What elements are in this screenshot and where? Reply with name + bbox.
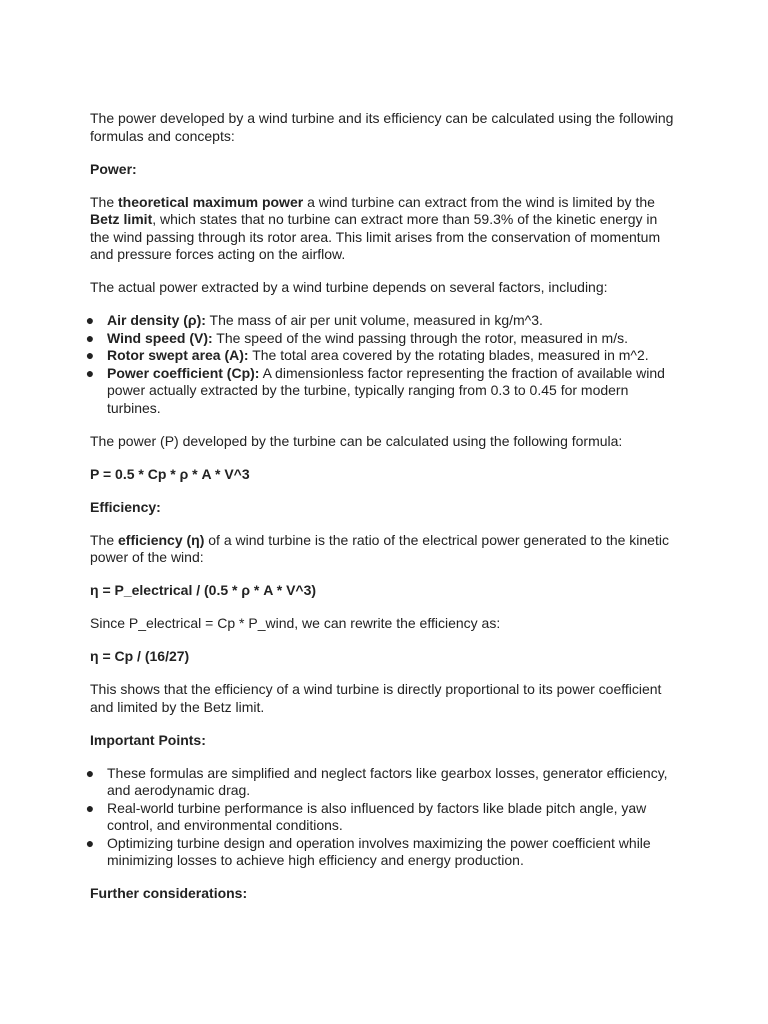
intro-paragraph: The power developed by a wind turbine and its efficiency can be calculated using the following formulas and concepts: — [90, 110, 674, 144]
list-item — [85, 764, 680, 800]
efficiency-definition — [90, 532, 680, 567]
factor-desc: The mass of air per unit volume, measured in kg/m^3. — [205, 312, 543, 328]
factor-term: Air density (ρ): — [107, 312, 206, 328]
further-considerations-heading: Further considerations: — [90, 885, 248, 901]
list-item — [85, 312, 680, 330]
bullet-icon: ● — [85, 329, 95, 346]
factors-intro-paragraph: The actual power extracted by a wind turbine depends on several factors, including: — [90, 279, 608, 295]
theoretical-power-paragraph — [90, 194, 680, 264]
list-item — [85, 329, 680, 348]
power-heading: Power: — [90, 160, 137, 177]
bullet-icon: ● — [85, 312, 95, 328]
theoretical-post: , which states that no turbine can extract more than 59.3% of the kinetic energy in the wind passing through its rotor area. This limit arises from the conservation of momentum and pressure forces acting on the airflow. — [90, 211, 661, 262]
list-item — [85, 364, 680, 418]
important-point-text: Real-world turbine performance is also influenced by factors like blade pitch angle, yaw control, and environmental conditions. — [107, 799, 647, 833]
proportional-paragraph: This shows that the efficiency of a wind turbine is directly proportional to its power coefficient and limited by the Betz limit. — [90, 681, 662, 715]
document-body — [85, 110, 680, 918]
bullet-icon: ● — [85, 764, 95, 781]
efficiency-term: efficiency (η) — [118, 531, 205, 548]
factor-desc: The total area covered by the rotating blades, measured in m^2. — [248, 347, 649, 363]
power-formula: P = 0.5 * Cp * ρ * A * V^3 — [90, 465, 250, 482]
important-point-text: Optimizing turbine design and operation involves maximizing the power coefficient while minimizing losses to achieve high efficiency and energy production. — [107, 834, 651, 868]
theoretical-mid: a wind turbine can extract from the wind is limited by the — [303, 193, 655, 210]
theoretical-max-power-term: theoretical maximum power — [118, 193, 304, 210]
efficiency-formula-2: η = Cp / (16/27) — [90, 648, 190, 664]
bullet-icon: ● — [85, 799, 95, 816]
rewrite-paragraph: Since P_electrical = Cp * P_wind, we can rewrite the efficiency as: — [90, 615, 501, 631]
important-points-heading: Important Points: — [90, 731, 206, 748]
factor-desc: A dimensionless factor representing the fraction of available wind power actually extracted by the turbine, typically ranging from 0.3 to 0.45 for modern turbines. — [107, 364, 665, 416]
important-point-text: These formulas are simplified and neglect factors like gearbox losses, generator efficiency, and aerodynamic drag. — [107, 764, 668, 798]
bullet-icon: ● — [85, 364, 95, 381]
factor-term: Power coefficient (Cp): — [107, 364, 260, 381]
factor-term: Wind speed (V): — [107, 329, 213, 346]
list-item — [85, 834, 680, 870]
important-points-list — [85, 764, 680, 870]
list-item — [85, 799, 680, 835]
efficiency-heading: Efficiency: — [90, 498, 161, 515]
factors-list — [85, 312, 680, 417]
factor-desc: The speed of the wind passing through the rotor, measured in m/s. — [212, 329, 628, 346]
bullet-icon: ● — [85, 347, 95, 363]
factor-term: Rotor swept area (A): — [107, 347, 249, 363]
betz-limit-term: Betz limit — [90, 211, 153, 227]
efficiency-pre: The — [90, 531, 119, 548]
list-item — [85, 347, 680, 365]
power-formula-intro: The power (P) developed by the turbine can be calculated using the following formula: — [90, 432, 623, 449]
efficiency-post: of a wind turbine is the ratio of the electrical power generated to the kinetic power of the wind: — [90, 531, 669, 565]
efficiency-formula-1: η = P_electrical / (0.5 * ρ * A * V^3) — [90, 582, 317, 598]
theoretical-pre: The — [90, 193, 119, 210]
bullet-icon: ● — [85, 834, 95, 851]
